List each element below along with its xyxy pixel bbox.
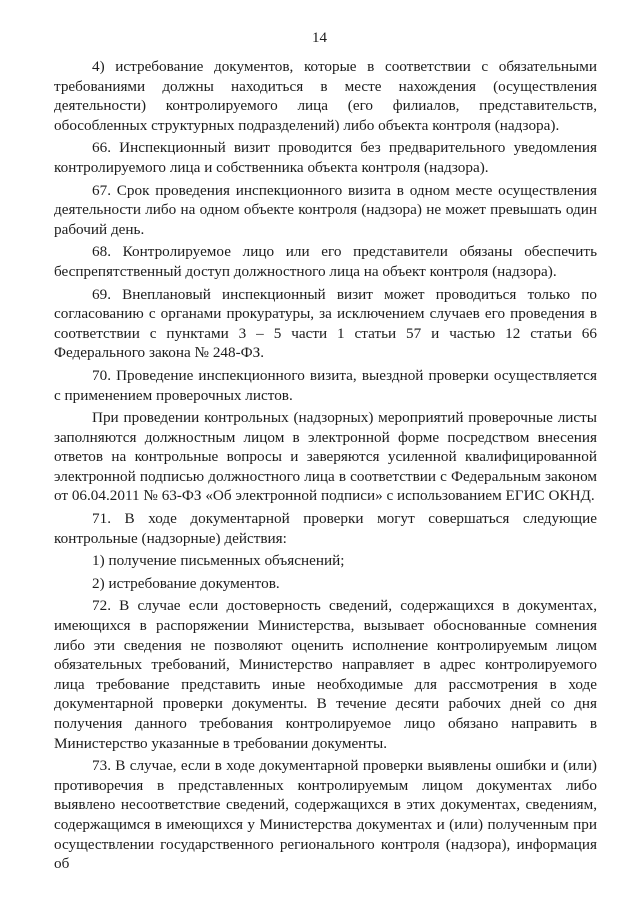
paragraph-71: 71. В ходе документарной проверки могут совершаться следующие контрольные (надзорные) действия: <box>54 510 597 547</box>
paragraph-68: 68. Контролируемое лицо или его представители обязаны обеспечить беспрепятственный доступ должностного лица на объект контроля (надзора). <box>54 243 597 280</box>
paragraph-66: 66. Инспекционный визит проводится без предварительного уведомления контролируемого лица и собственника объекта контроля (надзора). <box>54 139 597 176</box>
paragraph-70: 70. Проведение инспекционного визита, выездной проверки осуществляется с применением проверочных листов. <box>54 366 597 404</box>
paragraph-checklists: При проведении контрольных (надзорных) мероприятий проверочные листы заполняются должностным лицом в электронной форме посредством внесения ответов на контрольные вопросы и заверяются усиленной квалифицированной электронной подписью должностного лица в соответствии с Федеральным законом от 06.04.2011 № 63-ФЗ «Об электронной подписи» с использованием ЕГИС ОКНД. <box>54 409 597 505</box>
paragraph-69: 69. Внеплановый инспекционный визит может проводиться только по согласованию с органами прокуратуры, за исключением случаев его проведения в соответствии с пунктами 3 – 5 части 1 статьи 57 и частью 12 статьи 66 Федерального закона № 248-ФЗ. <box>54 285 597 362</box>
paragraph-71-item-1: 1) получение письменных объяснений; <box>92 552 345 570</box>
paragraph-73: 73. В случае, если в ходе документарной проверки выявлены ошибки и (или) противоречия в представленных контролируемым лицом документах либо выявлено несоответствие сведений, содержащихся в этих документах, сведениям, содержащимся в имеющихся у Министерства документах и (или) полученным при осуществлении государственного регионального контроля (надзора), информация об <box>54 757 597 873</box>
document-body <box>54 57 597 877</box>
paragraph-71-item-2: 2) истребование документов. <box>92 574 280 592</box>
paragraph-67: 67. Срок проведения инспекционного визита в одном месте осуществления деятельности либо на одном объекте контроля (надзора) не может превышать один рабочий день. <box>54 181 597 238</box>
page-number: 14 <box>312 30 327 46</box>
paragraph-72: 72. В случае если достоверность сведений, содержащихся в документах, имеющихся в распоряжении Министерства, вызывает обоснованные сомнения либо эти сведения не позволяют оценить исполнение контролируемым лицом обязательных требований, Министерство направляет в адрес контролируемого лица требование представить иные необходимые для рассмотрения в ходе документарной проверки документы. В течение десяти рабочих дней со дня получения данного требования контролируемое лицо обязано направить в Министерство указанные в требовании документы. <box>54 597 597 752</box>
paragraph-item-4: 4) истребование документов, которые в соответствии с обязательными требованиями должны находиться в месте нахождения (осуществления деятельности) контролируемого лица (его филиалов, представительств, обособленных структурных подразделений) либо объекта контроля (надзора). <box>54 58 597 134</box>
